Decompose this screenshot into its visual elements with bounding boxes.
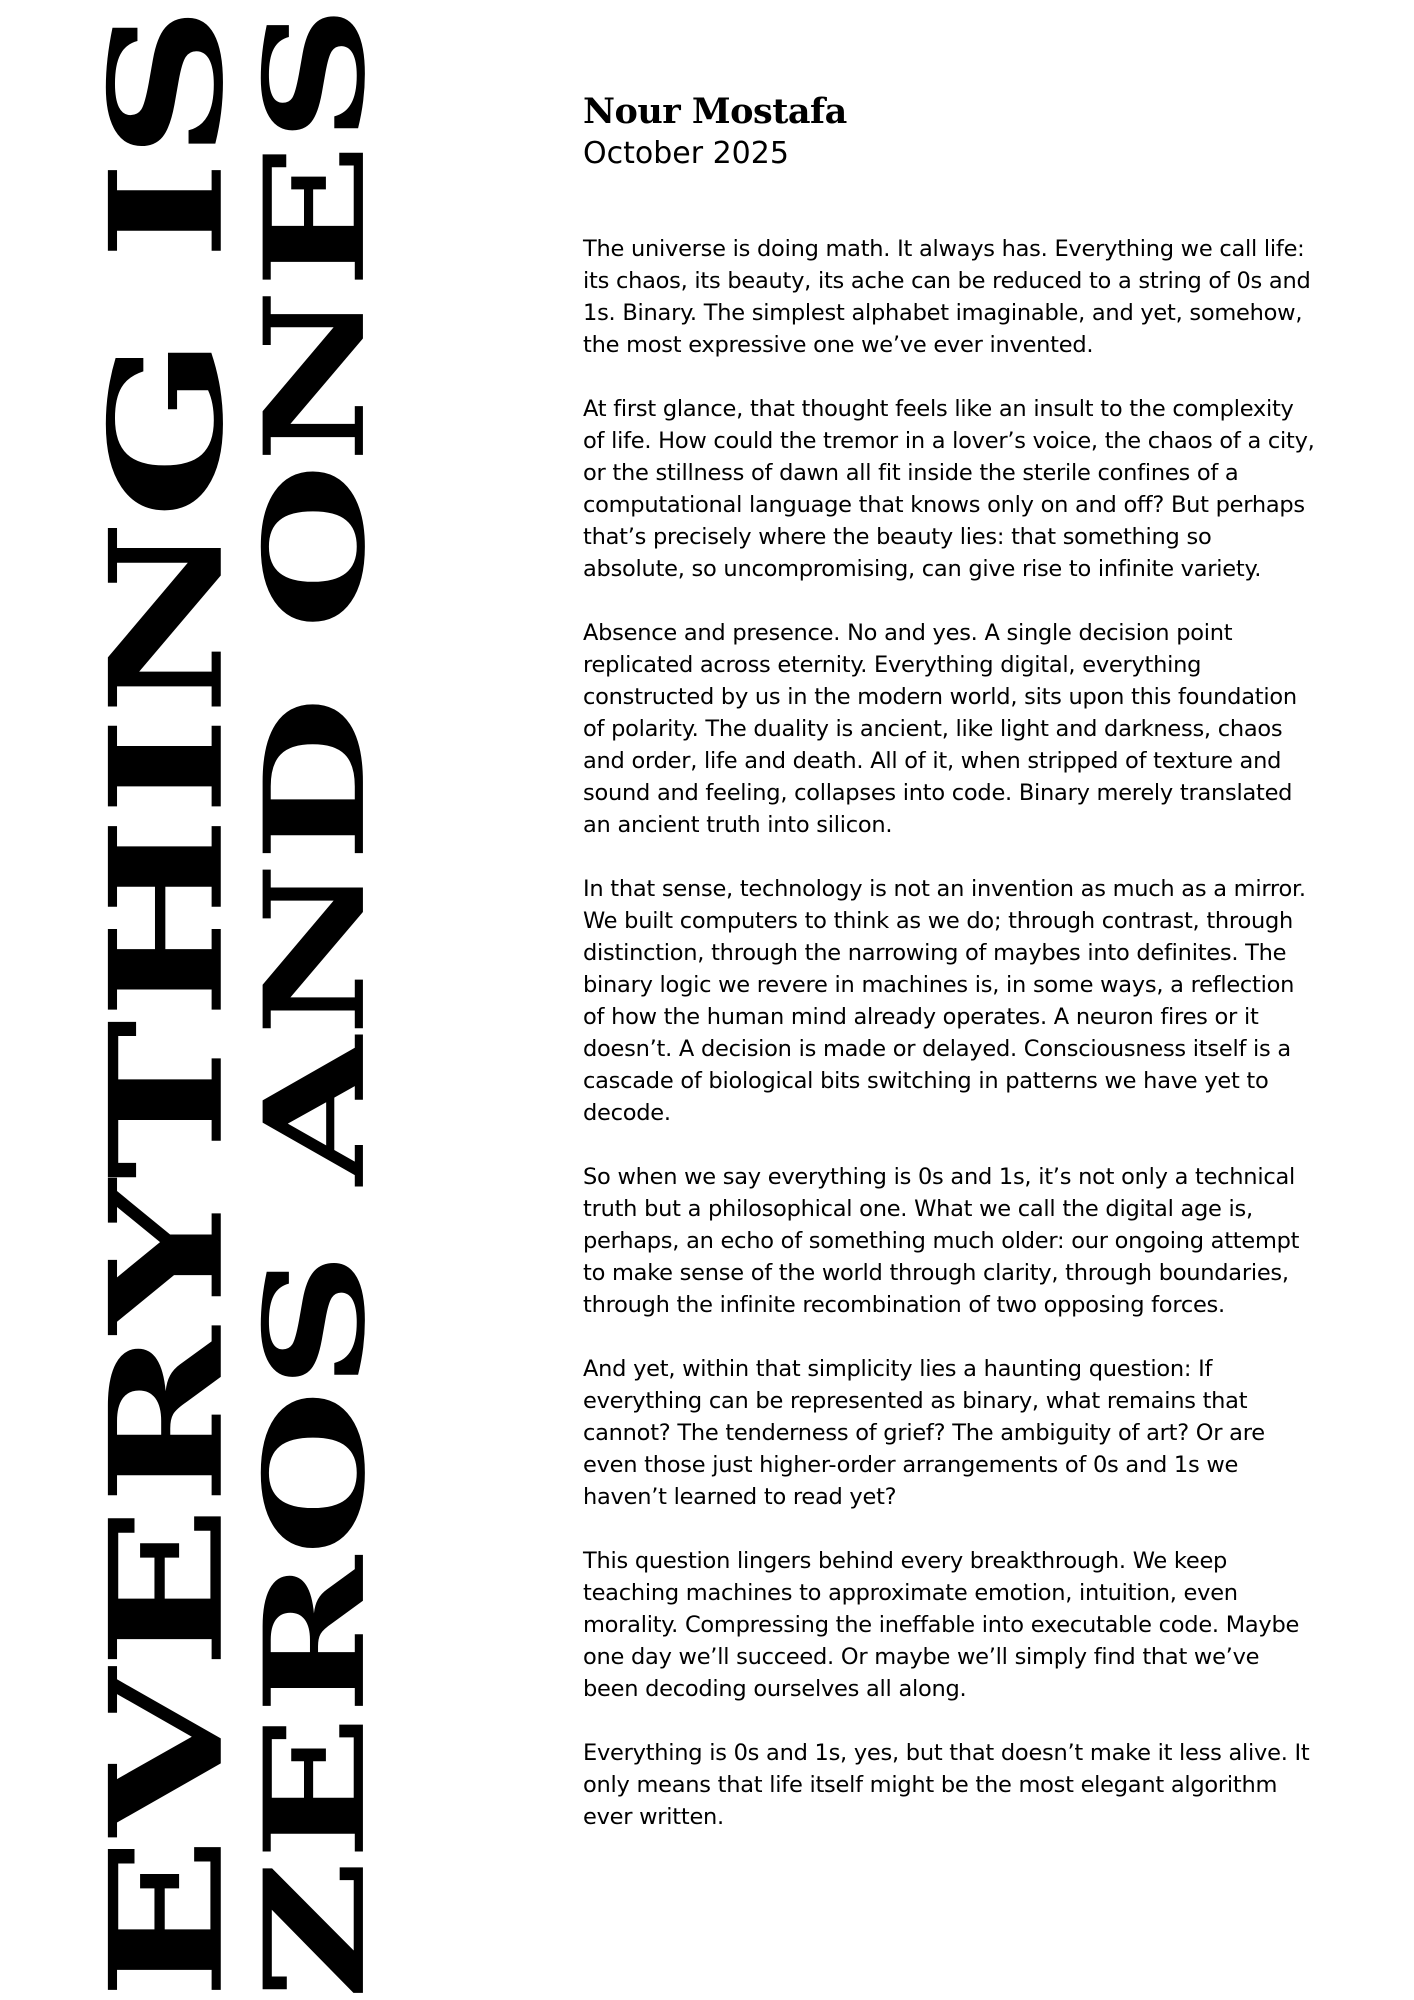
paragraph: So when we say everything is 0s and 1s, it’s not only a technical truth but a philosophical one. What we call the digital age is, perhaps, an echo of something much older: our ongoing attempt to make sense of the world through clarity, through boundaries, through the infinite recombination of two opposing forces. — [583, 1164, 1300, 1318]
title-line-1: EVERYTHING IS — [75, 4, 258, 2000]
paragraph: In that sense, technology is not an invention as much as a mirror. We built computers to think as we do; through contrast, through distinction, through the narrowing of maybes into definites. The binary logic we revere in machines is, in some ways, a reflection of how the human mind already operates. A neuron fires or it doesn’t. A decision is made or delayed. Consciousness itself is a cascade of biological bits switching in patterns we have yet to decode. — [583, 876, 1306, 1126]
paragraph: Everything is 0s and 1s, yes, but that doesn’t make it less alive. It only means that life itself might be the most elegant algorithm ever written. — [583, 1740, 1310, 1830]
paragraph: And yet, within that simplicity lies a haunting question: If everything can be represented as binary, what remains that cannot? The tenderness of grief? The ambiguity of art? Or are even those just higher-order arrangements of 0s and 1s we haven’t learned to read yet? — [583, 1356, 1265, 1510]
article-body — [583, 233, 1318, 1833]
paragraph: Absence and presence. No and yes. A single decision point replicated across eternity. Everything digital, everything constructed by us in the modern world, sits upon this foundation of polarity. The duality is ancient, like light and darkness, chaos and order, life and death. All of it, when stripped of texture and sound and feeling, collapses into code. Binary merely translated an ancient truth into silicon. — [583, 620, 1297, 838]
title-line-2: ZEROS AND ONES — [234, 4, 397, 2000]
paragraph: This question lingers behind every breakthrough. We keep teaching machines to approximate emotion, intuition, even morality. Compressing the ineffable into executable code. Maybe one day we’ll succeed. Or maybe we’ll simply find that we’ve been decoding ourselves all along. — [583, 1548, 1300, 1702]
paragraph: At first glance, that thought feels like an insult to the complexity of life. How could the tremor in a lover’s voice, the chaos of a city, or the stillness of dawn all fit inside the sterile confines of a computational language that knows only on and off? But perhaps that’s precisely where the beauty lies: that something so absolute, so uncompromising, can give rise to infinite variety. — [583, 396, 1315, 582]
publish-date: October 2025 — [583, 136, 789, 171]
article-column — [583, 90, 1318, 1865]
author-name: Nour Mostafa — [583, 91, 847, 132]
paragraph: The universe is doing math. It always has. Everything we call life: its chaos, its beauty, its ache can be reduced to a string of 0s and 1s. Binary. The simplest alphabet imaginable, and yet, somehow, the most expressive one we’ve ever invented. — [583, 236, 1311, 358]
vertical-title — [0, 0, 560, 2000]
